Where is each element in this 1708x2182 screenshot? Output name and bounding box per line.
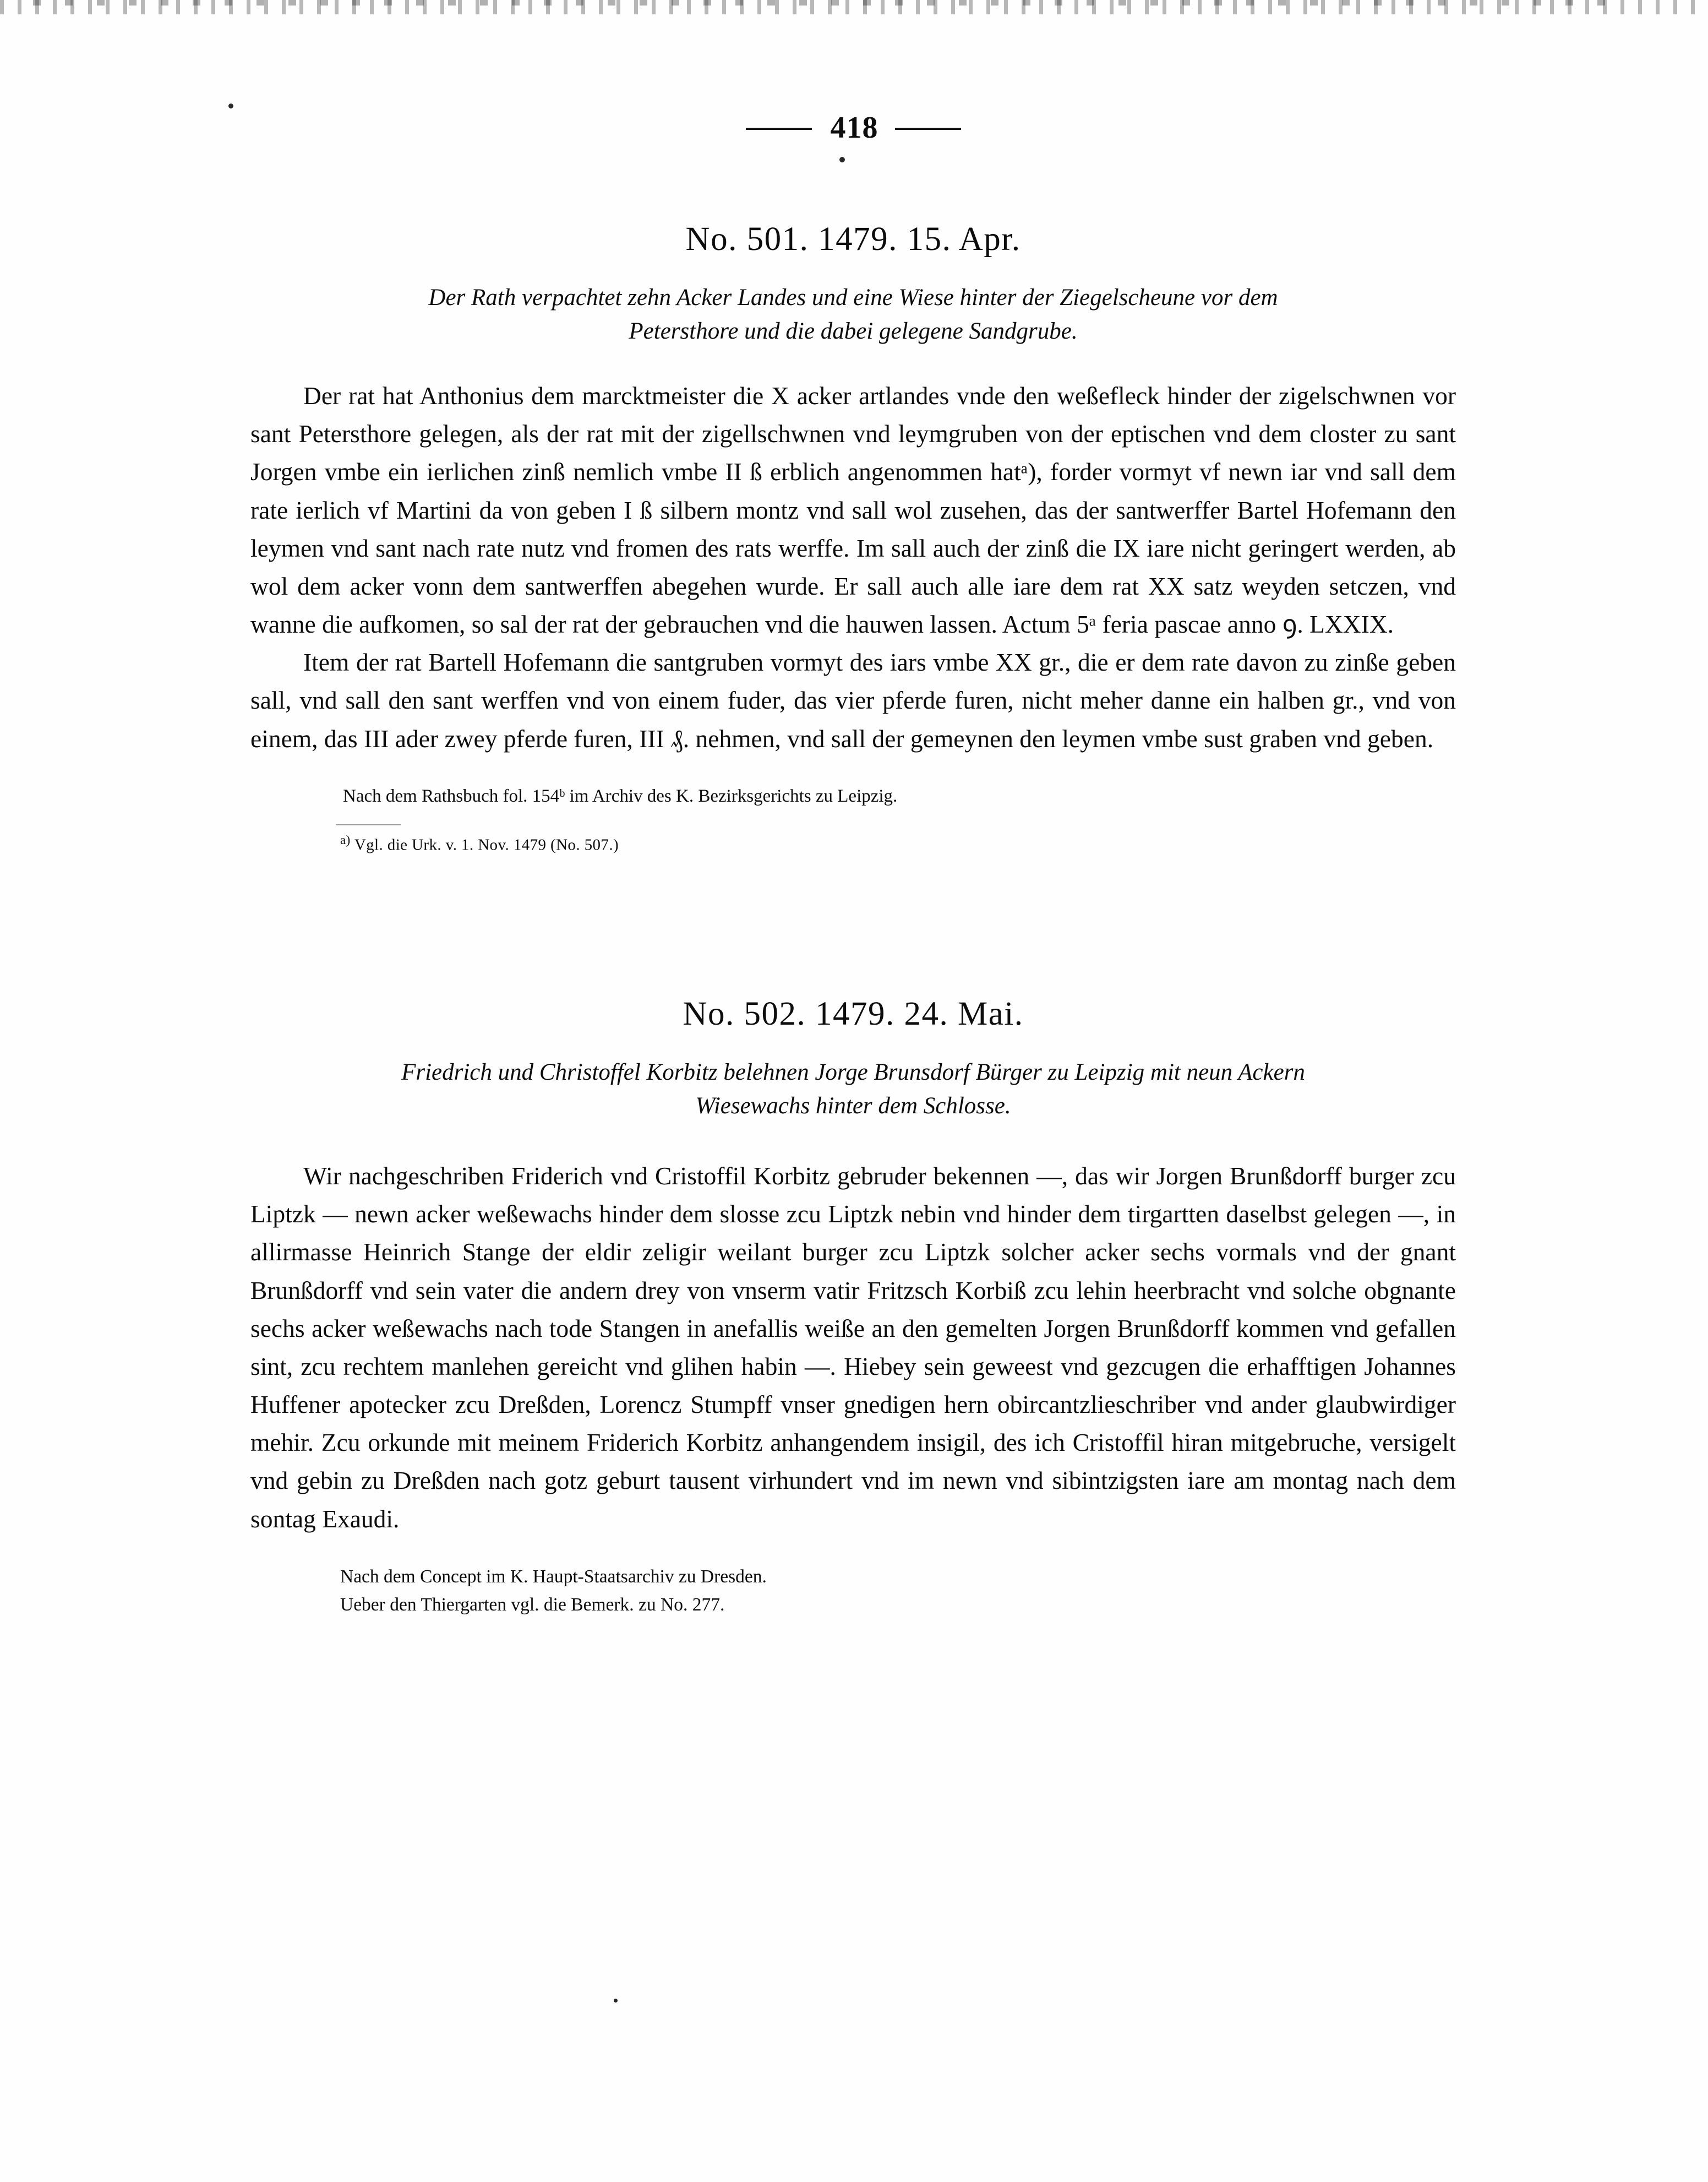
- page-folio: [250, 110, 1456, 149]
- entry-heading-501: No. 501. 1479. 15. Apr.: [685, 221, 1021, 258]
- entry-501-paragraph-2: [250, 643, 1456, 757]
- entry-heading-502: No. 502. 1479. 24. Mai.: [683, 995, 1024, 1032]
- footnote-separator-rule: [336, 824, 401, 825]
- folio-rule-right: [895, 128, 961, 130]
- document-entry-501: [250, 220, 1456, 857]
- footnote-marker: a): [340, 833, 351, 847]
- entry-501-source-note: Nach dem Rathsbuch fol. 154ᵇ im Archiv des K. Bezirksgerichts zu Leipzig.: [343, 786, 898, 806]
- entry-501-paragraph-2-text: Item der rat Bartell Hofemann die santgruben vormyt des iars vmbe XX gr., die er dem rate davon zu zinße geben sall, vnd sall den sant werffen vnd von einem fuder, das vier pferde furen, nicht meher danne ein halben gr., vnd von einem, das III ader zwey pferde furen, III ₰. nehmen, vnd sall der gemeynen den leymen vmbe sust graben vnd geben.: [250, 648, 1456, 753]
- footnote-text: Vgl. die Urk. v. 1. Nov. 1479 (No. 507.): [354, 836, 619, 854]
- entry-502-paragraph-1: [250, 1157, 1456, 1538]
- page-number: 418: [830, 111, 878, 145]
- page-content: [250, 0, 1456, 1619]
- entry-subtitle-502-line2: Wiesewachs hinter dem Schlosse.: [695, 1093, 1011, 1119]
- entry-501-footnote-a: [250, 831, 1456, 857]
- entry-502-paragraph-1-text: Wir nachgeschriben Friderich vnd Cristoffil Korbitz gebruder bekennen —, das wir Jorgen Brunßdorff burger zcu Liptzk — newn acker weßewachs hinder dem slosse zcu Liptzk nebin vnd hinder dem tirgartten daselbst gelegen —, in allirmasse Heinrich Stange der eldir zeligir weilant burger zcu Liptzk solcher acker sechs vormals vnd der gnant Brunßdorff vnd sein vater die andern drey von vnserm vatir Fritzsch Korbiß zcu lehin heerbracht vnd solche obgnante sechs acker weßewachs nach tode Stangen in anefallis weiße an den gemelten Jorgen Brunßdorff kommen vnd gefallen sint, zcu rechtem manlehen gereicht vnd glihen habin —. Hiebey sein geweest vnd gezcugen die erhafftigen Johannes Huffener apotecker zcu Dreßden, Lorencz Stumpff vnser gnedigen hern obircantzlieschriber vnd ander glaubwirdiger mehir. Zcu orkunde mit meinem Friderich Korbitz anhangendem insigil, des ich Cristoffil hiran mitgebruche, versigelt vnd gebin zu Dreßden nach gotz geburt tausent virhundert vnd im newn vnd sibintzigsten iare am montag nach dem sontag Exaudi.: [250, 1162, 1456, 1533]
- scan-speck: [614, 1999, 618, 2003]
- entry-501-paragraph-1-text: Der rat hat Anthonius dem marcktmeister die X acker artlandes vnde den weßefleck hinder der zigelschwnen vor sant Petersthore gelegen, als der rat mit der zigellschwnen vnd leymgruben von der eptischen vnd dem closter zu sant Jorgen vmbe ein ierlichen zinß nemlich vmbe II ß erblich angenommen hatᵃ), forder vormyt vf newn iar vnd sall dem rate ierlich vf Martini da von geben I ß silbern montz vnd sall wol zusehen, das der santwerffer Bartel Hofemann den leymen vnd sant nach rate nutz vnd fromen des rats werffe. Im sall auch der zinß die IX iare nicht geringert werden, ab wol dem acker vonn dem santwerffen abegehen wurde. Er sall auch alle iare dem rat XX satz weyden setczen, vnd wanne die aufkomen, so sal der rat der gebrauchen vnd die hauwen lassen. Actum 5ᵃ feria pascae anno ꝯ. LXXIX.: [250, 382, 1456, 639]
- folio-rule-left: [746, 128, 812, 130]
- entry-501-paragraph-1: [250, 377, 1456, 643]
- entry-502-source-block: [250, 1563, 1456, 1619]
- entry-subtitle-501-line2: Petersthore und die dabei gelegene Sandgrube.: [629, 318, 1078, 345]
- entry-subtitle-501-line1: Der Rath verpachtet zehn Acker Landes und eine Wiese hinter der Ziegelscheune vor dem: [428, 285, 1278, 311]
- scan-speck: [839, 157, 845, 162]
- scan-speck: [228, 104, 233, 108]
- entry-subtitle-502: [256, 1055, 1450, 1123]
- entry-subtitle-501: [256, 281, 1450, 348]
- entry-502-source-line-1: Nach dem Concept im K. Haupt-Staatsarchiv zu Dresden.: [340, 1566, 767, 1587]
- entry-502-source-line-2: Ueber den Thiergarten vgl. die Bemerk. zu No. 277.: [340, 1594, 725, 1615]
- document-entry-502: [250, 995, 1456, 1619]
- entry-subtitle-502-line1: Friedrich und Christoffel Korbitz belehnen Jorge Brunsdorf Bürger zu Leipzig mit neun Ackern: [401, 1059, 1305, 1085]
- section-gap: [250, 857, 1456, 995]
